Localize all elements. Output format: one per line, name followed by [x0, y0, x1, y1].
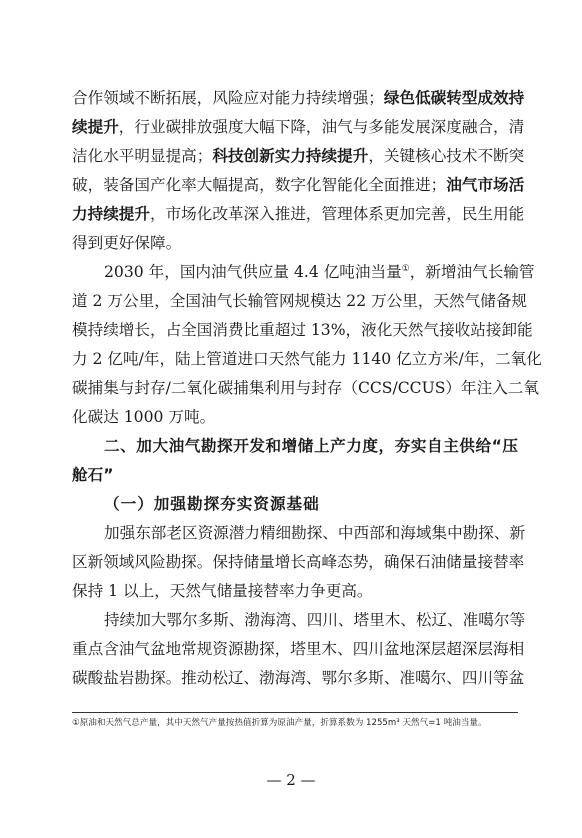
subsection-heading: （一）加强勘探夯实资源基础	[104, 494, 320, 513]
paragraph-line: 加强东部老区资源潜力精细勘探、中西部和海域集中勘探、新	[104, 524, 526, 542]
paragraph-line: 道 2 万公里，全国油气长输管网规模达 22 万公里，天然气储备规	[72, 292, 528, 310]
paragraph-line: 合作领域不断拓展，风险应对能力持续增强；绿色低碳转型成效持	[72, 89, 525, 107]
paragraph-line: 碳捕集与封存/二氧化碳捕集利用与封存（CCS/CCUS）年注入二氧	[72, 379, 539, 397]
paragraph-line: 2030 年，国内油气供应量 4.4 亿吨油当量①，新增油气长输管	[104, 263, 535, 281]
paragraph-line: 力持续提升，市场化改革深入推进，管理体系更加完善，民生用能	[72, 205, 525, 223]
paragraph-line: 重点含油气盆地常规资源勘探，塔里木、四川盆地深层超深层海相	[72, 640, 525, 658]
footnote-marker: ①	[401, 264, 410, 274]
paragraph-line: 保持 1 以上，天然气储量接替率力争更高。	[72, 582, 373, 600]
paragraph-line: 持续加大鄂尔多斯、渤海湾、四川、塔里木、松辽、准噶尔等	[104, 611, 526, 629]
footnote-divider	[72, 712, 518, 713]
paragraph-line: 化碳达 1000 万吨。	[72, 408, 216, 426]
paragraph-line: 模持续增长，占全国消费比重超过 13%，液化天然气接收站接卸能	[72, 321, 533, 339]
paragraph-line: 得到更好保障。	[72, 234, 182, 252]
section-heading: 舱石”	[72, 466, 114, 484]
paragraph-line: 破，装备国产化率大幅提高，数字化智能化全面推进；油气市场活	[72, 176, 525, 194]
footnote: ①原油和天然气总产量，其中天然气产量按热值折算为原油产量，折算系数为 1255m³ 天然气=1 吨油当量。	[72, 718, 487, 728]
page-number: — 2 —	[266, 771, 316, 789]
paragraph-line: 碳酸盐岩勘探。推动松辽、渤海湾、鄂尔多斯、准噶尔、四川等盆	[72, 669, 525, 687]
paragraph-line: 力 2 亿吨/年，陆上管道进口天然气能力 1140 亿立方米/年，二氧化	[72, 350, 542, 368]
section-heading: 二、加大油气勘探开发和增储上产力度，夯实自主供给“压	[104, 437, 518, 455]
paragraph-line: 洁化水平明显提高；科技创新实力持续提升，关键核心技术不断突	[72, 147, 525, 165]
paragraph-line: 续提升，行业碳排放强度大幅下降，油气与多能发展深度融合，清	[72, 118, 525, 136]
paragraph-line: 区新领域风险勘探。保持储量增长高峰态势，确保石油储量接替率	[72, 553, 525, 571]
